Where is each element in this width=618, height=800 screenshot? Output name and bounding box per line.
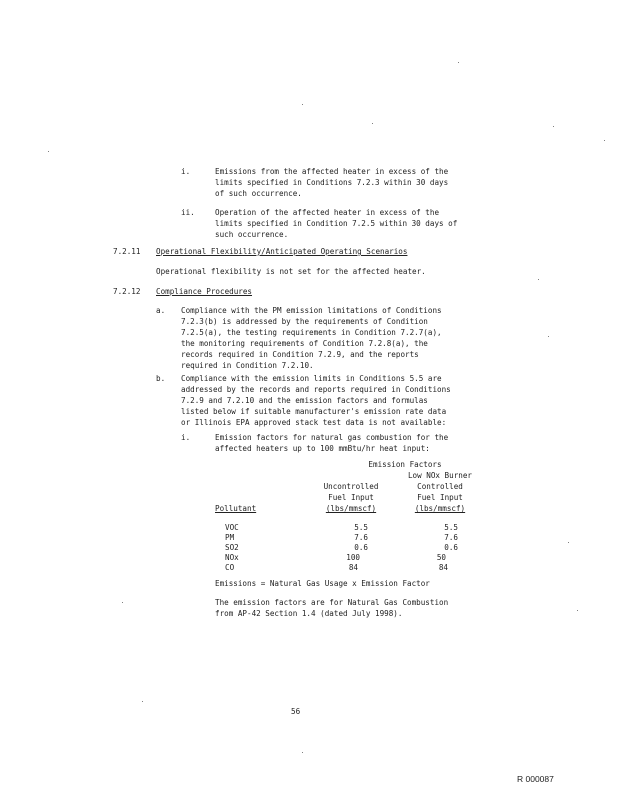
row-controlled: 0.6 <box>444 543 458 552</box>
low-nox-header-line: (lbs/mmscf) <box>414 504 466 513</box>
row-controlled: 7.6 <box>444 533 458 542</box>
section-7211-title: Operational Flexibility/Anticipated Operating Scenarios <box>156 247 408 256</box>
table-group-header: Emission Factors <box>368 460 442 469</box>
scan-speck <box>142 701 143 702</box>
item-a-line: 7.2.3(b) is addressed by the requirements of Condition <box>181 317 428 326</box>
row-pollutant: NOx <box>225 553 239 562</box>
item-a-line: Compliance with the PM emission limitations of Conditions <box>181 306 442 315</box>
row-pollutant: SO2 <box>225 543 239 552</box>
emission-factor-source-note: from AP-42 Section 1.4 (dated July 1998). <box>215 609 403 618</box>
scan-speck <box>568 542 569 543</box>
condition-i-line: Emissions from the affected heater in excess of the <box>215 167 449 176</box>
row-controlled: 5.5 <box>444 523 458 532</box>
row-pollutant: PM <box>225 533 235 542</box>
item-b-line: Compliance with the emission limits in Conditions 5.5 are <box>181 374 442 383</box>
uncontrolled-header-line: Uncontrolled <box>323 482 379 491</box>
item-b-line: or Illinois EPA approved stack test data is not available: <box>181 418 447 427</box>
condition-i-line: of such occurrence. <box>215 189 302 198</box>
item-b-line: 7.2.9 and 7.2.10 and the emission factors and formulas <box>181 396 428 405</box>
row-uncontrolled: 84 <box>348 563 358 572</box>
condition-ii-line: such occurrence. <box>215 230 289 239</box>
scan-speck <box>553 126 554 127</box>
scan-speck <box>548 336 549 337</box>
sub-item-i-label: i. <box>181 433 191 442</box>
scan-speck <box>604 140 605 141</box>
row-uncontrolled: 7.6 <box>354 533 368 542</box>
item-b-line: addressed by the records and reports required in Conditions <box>181 385 451 394</box>
section-7212-number: 7.2.12 <box>113 287 141 296</box>
low-nox-header-line: Fuel Input <box>417 493 463 502</box>
pollutant-header: Pollutant <box>215 504 257 513</box>
uncontrolled-header-line: Fuel Input <box>328 493 374 502</box>
emissions-formula: Emissions = Natural Gas Usage x Emission Factor <box>215 579 430 588</box>
row-controlled: 84 <box>438 563 448 572</box>
bates-number: R 000087 <box>517 774 554 784</box>
row-pollutant: CO <box>225 563 235 572</box>
scan-speck <box>538 279 539 280</box>
row-pollutant: VOC <box>225 523 239 532</box>
item-b-label: b. <box>156 374 166 383</box>
scan-speck <box>302 104 303 105</box>
scan-speck <box>577 610 578 611</box>
condition-i-line: limits specified in Conditions 7.2.3 within 30 days <box>215 178 449 187</box>
condition-ii-line: limits specified in Condition 7.2.5 within 30 days of <box>215 219 458 228</box>
row-uncontrolled: 5.5 <box>354 523 368 532</box>
condition-i-number: i. <box>181 167 191 176</box>
item-b-line: listed below if suitable manufacturer's emission rate data <box>181 407 447 416</box>
item-a-line: 7.2.5(a), the testing requirements in Condition 7.2.7(a), <box>181 328 442 337</box>
sub-item-i-line: affected heaters up to 100 mmBtu/hr heat input: <box>215 444 430 453</box>
item-a-line: the monitoring requirements of Condition 7.2.8(a), the <box>181 339 428 348</box>
low-nox-header-line: Low NOx Burner <box>407 471 472 480</box>
condition-ii-number: ii. <box>181 208 195 217</box>
item-a-line: records required in Condition 7.2.9, and the reports <box>181 350 419 359</box>
low-nox-header-line: Controlled <box>417 482 463 491</box>
scan-speck <box>122 602 123 603</box>
section-7212-title: Compliance Procedures <box>156 287 253 296</box>
page-number: 56 <box>291 707 301 716</box>
row-uncontrolled: 0.6 <box>354 543 368 552</box>
uncontrolled-header-line: (lbs/mmscf) <box>325 504 377 513</box>
scan-speck <box>372 123 373 124</box>
scan-speck <box>458 62 459 63</box>
condition-ii-line: Operation of the affected heater in excess of the <box>215 208 440 217</box>
section-7211-number: 7.2.11 <box>113 247 141 256</box>
sub-item-i-line: Emission factors for natural gas combustion for the <box>215 433 449 442</box>
scan-speck <box>48 151 49 152</box>
scan-speck <box>302 752 303 753</box>
section-7211-body: Operational flexibility is not set for the affected heater. <box>156 267 426 276</box>
emission-factor-source-note: The emission factors are for Natural Gas Combustion <box>215 598 449 607</box>
row-uncontrolled: 100 <box>346 553 360 562</box>
item-a-label: a. <box>156 306 166 315</box>
item-a-line: required in Condition 7.2.10. <box>181 361 314 370</box>
row-controlled: 50 <box>436 553 446 562</box>
